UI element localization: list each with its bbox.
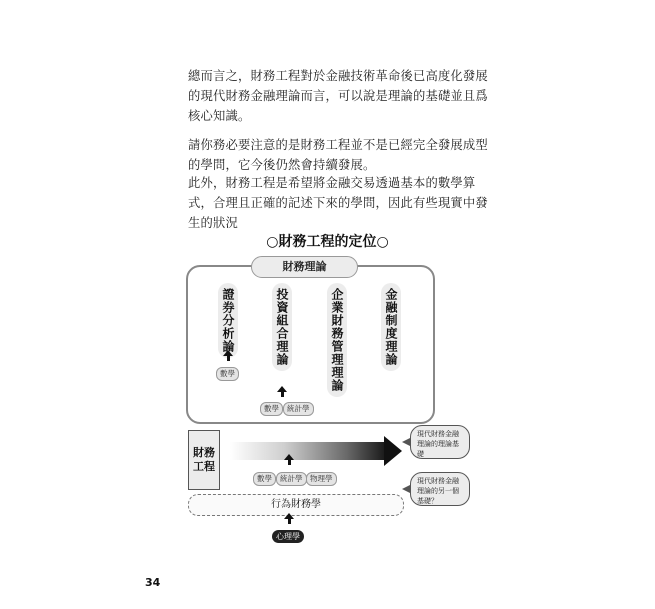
tag-statistics: 統計學 — [283, 402, 314, 416]
tag-math: 數學 — [260, 402, 283, 416]
tag-statistics: 統計學 — [276, 472, 307, 486]
tag-physics: 物理學 — [306, 472, 337, 486]
paragraph-3: 此外，財務工程是希望將金融交易透過基本的數學算式，合理且正確的記述下來的學問，因此有些現實中發生的狀況 — [188, 176, 488, 230]
paragraph-1: 總而言之，財務工程對於金融技術革命後已高度化發展的現代財務金融理論而言，可以說是理論的基礎並且爲核心知識。 — [188, 69, 488, 123]
arrow-head-icon — [384, 436, 402, 466]
tag-math: 數學 — [253, 472, 276, 486]
callout-bubble-2: 現代財務金融理論的另一個基礎？ — [410, 472, 470, 506]
gradient-arrow-bar — [230, 442, 385, 460]
figure-title: ○財務工程的定位○ — [266, 234, 389, 250]
tag-math: 數學 — [216, 367, 239, 381]
pillar-corporate-finance: 企業財務管理理論 — [327, 283, 347, 397]
behavioral-finance-box: 行為財務學 — [188, 494, 404, 516]
pillar-portfolio-theory: 投資組合理論 — [272, 283, 292, 371]
callout-bubble-1: 現代財務金融理論的理論基礎 — [410, 425, 470, 459]
pillar-monetary-system: 金融制度理論 — [381, 283, 401, 371]
page-number: 34 — [145, 576, 161, 589]
financial-engineering-box — [188, 430, 220, 490]
pillar-securities-analysis: 證券分析論 — [218, 283, 238, 358]
callout-tail-icon — [402, 438, 410, 446]
financial-theory-label: 財務理論 — [251, 256, 358, 278]
paragraph-2: 請你務必要注意的是財務工程並不是已經完全發展成型的學問，它今後仍然會持續發展。 — [188, 138, 488, 172]
callout-tail-icon — [402, 485, 410, 493]
financial-engineering-label: 財務工程 — [193, 446, 215, 473]
tag-psychology: 心理學 — [272, 530, 304, 543]
